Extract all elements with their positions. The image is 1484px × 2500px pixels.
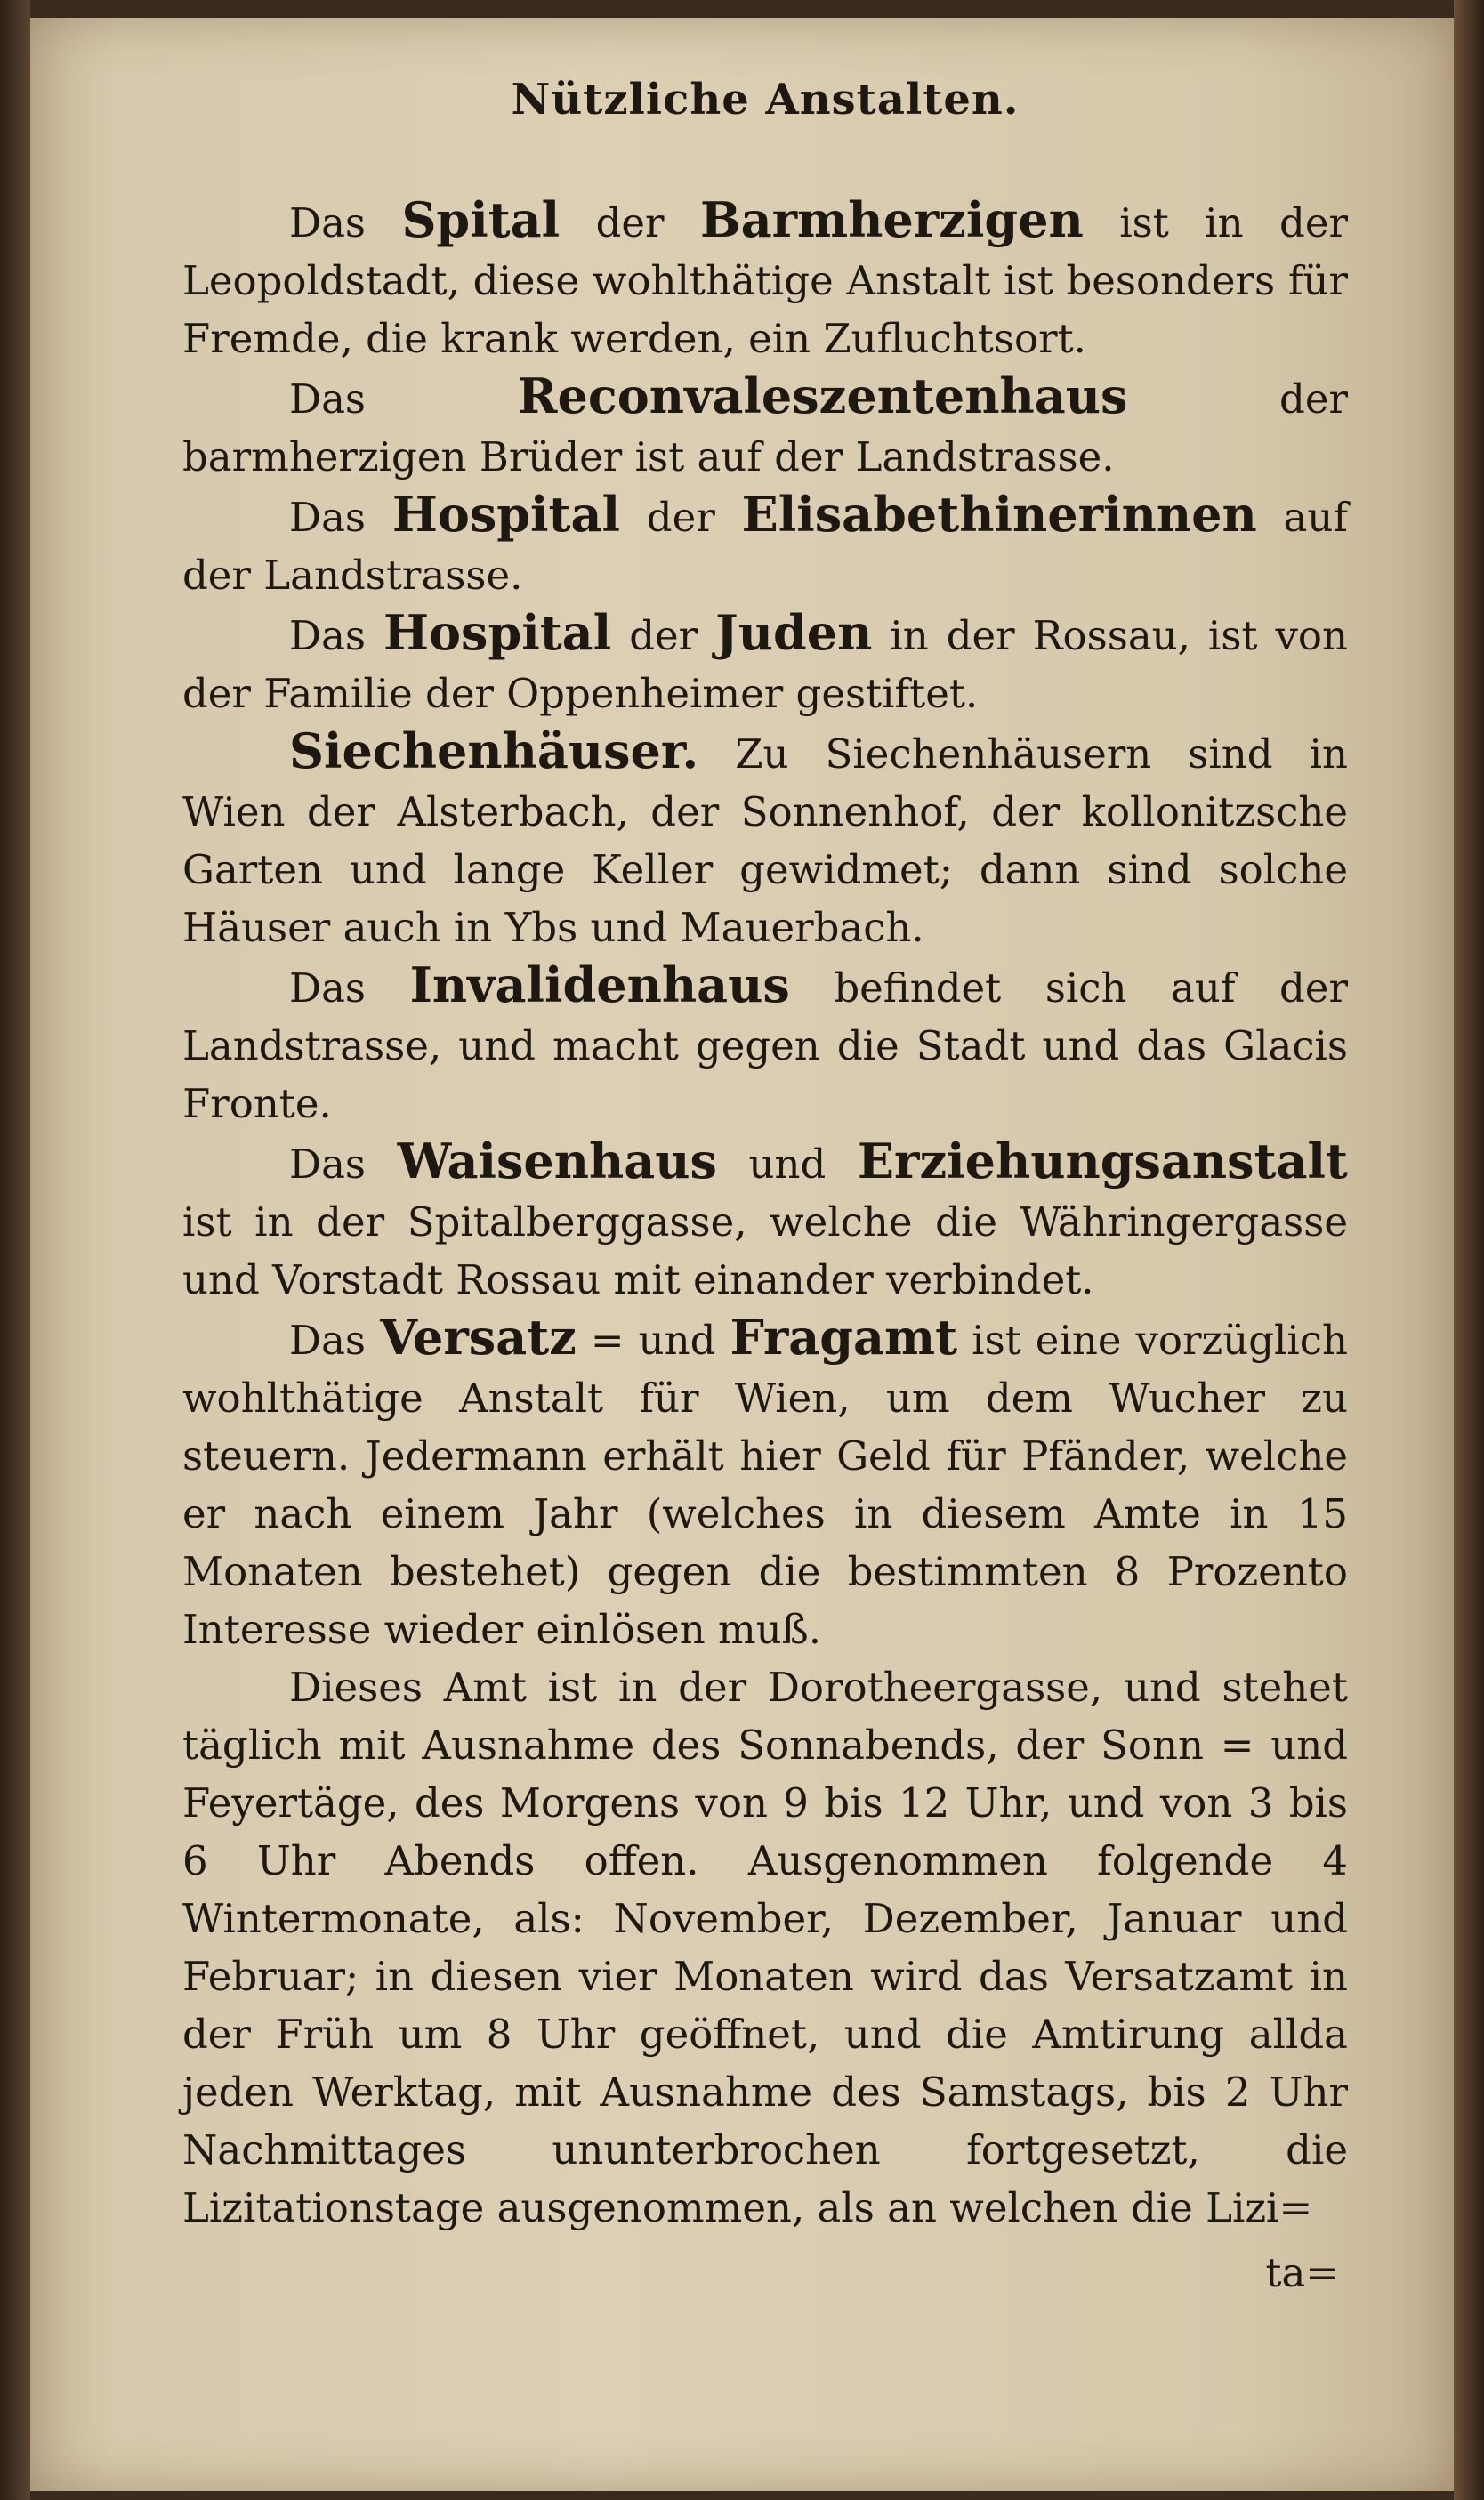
paragraph-amt-oeffnungszeiten [182, 1658, 1348, 2237]
book-spine-edge [0, 0, 30, 2500]
text-run: in der Rossau, ist von der Familie der Oppenheimer gestiftet. [182, 612, 1348, 717]
text-run: ist eine vorzüglich wohlthätige Anstalt für Wien, um dem Wucher zu steuern. Jedermann erhält hier Geld für Pfänder, welche er nach einem Jahr (welches in diesem Amte in 15 Monaten bestehet) gegen die bestimmten 8 Prozento Interesse wieder einlösen muß. [182, 1317, 1348, 1653]
text-run: ist in der Spitalberggasse, welche die Währingergasse und Vorstadt Rossau mit einander verbindet. [182, 1198, 1348, 1303]
text-run: ist in der Leopoldstadt, diese wohlthätige Anstalt ist besonders für Fremde, die krank werden, ein Zufluchtsort. [182, 199, 1348, 362]
paragraph-spital [182, 191, 1348, 367]
paragraph-versatzamt [182, 1309, 1348, 1658]
text-run: Das [289, 1141, 398, 1188]
text-run: der [620, 494, 742, 541]
book-right-edge [1454, 0, 1484, 2500]
page-text [182, 71, 1348, 2302]
text-run: Das [289, 1317, 381, 1364]
bold-term: Hospital [383, 604, 612, 661]
paragraph-waisenhaus [182, 1133, 1348, 1309]
text-run: Das [289, 612, 384, 659]
text-run: Das [289, 494, 392, 541]
text-run: Das [289, 375, 518, 423]
paragraph-invalidenhaus [182, 956, 1348, 1133]
bold-term: Juden [715, 604, 873, 661]
text-run: Das [289, 964, 410, 1012]
text-run: Zu Siechenhäusern sind in Wien der Alsterbach, der Sonnenhof, der kollonitzsche Garten und lange Keller gewidmet; dann sind solche Häuser auch in Ybs und Mauerbach. [182, 730, 1348, 951]
bold-term: Fragamt [730, 1309, 958, 1366]
bold-term: Elisabethinerinnen [741, 486, 1257, 543]
paragraph-reconvaleszenten [182, 367, 1348, 486]
paragraph-elisabethinerinnen [182, 486, 1348, 604]
bold-term: Spital [401, 191, 561, 248]
text-run: und [716, 1141, 858, 1188]
text-run: der [611, 612, 716, 659]
bold-term: Waisenhaus [397, 1133, 717, 1190]
text-run: der [560, 199, 700, 246]
text-run: = und [576, 1317, 730, 1364]
bold-term: Reconvaleszentenhaus [517, 367, 1128, 424]
running-header: Nützliche Anstalten. [511, 75, 1020, 125]
bold-term: Versatz [380, 1309, 577, 1366]
text-run: Dieses Amt ist in der Dorotheergasse, und stehet täglich mit Ausnahme des Sonnabends, der Sonn = und Feyertäge, des Morgens von 9 bis 12 Uhr, und von 3 bis 6 Uhr Abends offen. Ausgenommen folgende 4 Wintermonate, als: November, Dezember, Januar und Februar; in diesen vier Monaten wird das Versatzamt in der Früh um 8 Uhr geöffnet, und die Amtirung allda jeden Werktag, mit Ausnahme des Samstags, bis 2 Uhr Nachmittages ununterbrochen fortgesetzt, die Lizitationstage ausgenommen, als an welchen die Lizi= [182, 1664, 1348, 2231]
bold-term: Hospital [391, 486, 620, 543]
text-run: befindet sich auf der Landstrasse, und macht gegen die Stadt und das Glacis Fronte. [182, 964, 1348, 1127]
catchword: ta= [1265, 2249, 1339, 2296]
text-run: der barmherzigen Brüder ist auf der Landstrasse. [182, 375, 1348, 480]
text-run: auf der Landstrasse. [182, 494, 1348, 599]
paragraph-juden [182, 604, 1348, 722]
text-run: Das [289, 199, 402, 246]
bold-term: Invalidenhaus [409, 956, 790, 1013]
bold-term: Barmherzigen [699, 191, 1084, 248]
paragraph-siechenhaeuser [182, 722, 1348, 956]
bold-term: Siechenhäuser. [289, 722, 699, 779]
bold-term: Erziehungsanstalt [857, 1133, 1348, 1190]
